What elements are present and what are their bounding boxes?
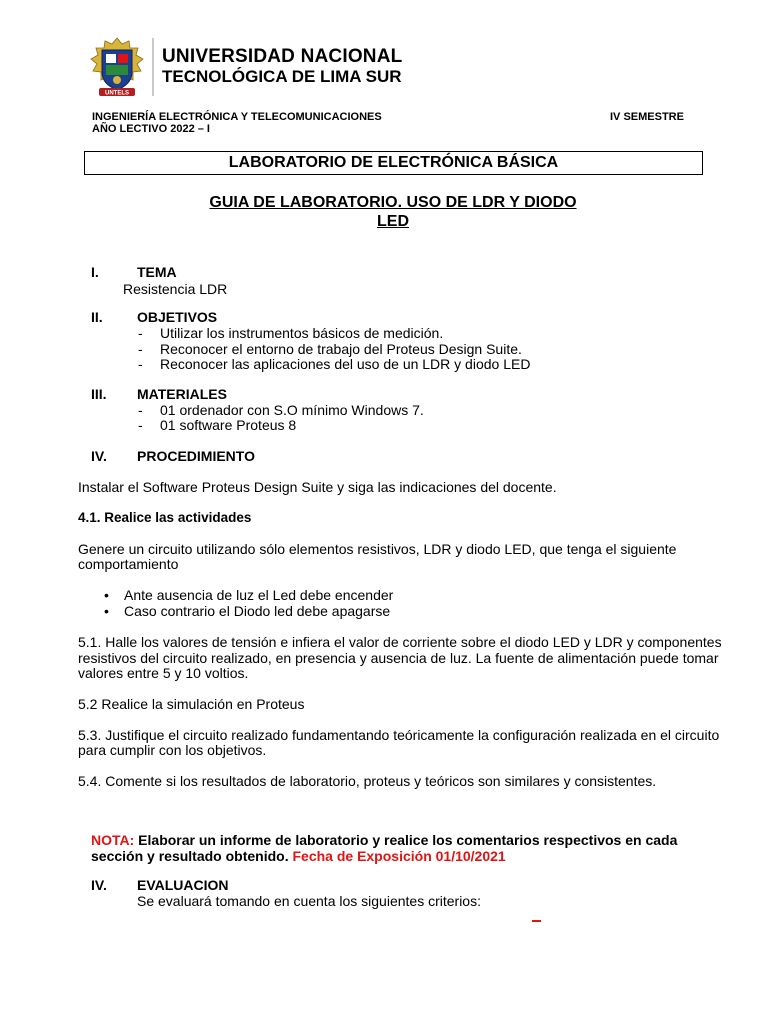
note-text-line2: sección y resultado obtenido.	[91, 848, 289, 864]
section-title-procedimiento: PROCEDIMIENTO	[137, 448, 255, 464]
activities-heading: 4.1. Realice las actividades	[78, 510, 252, 525]
section-title-tema: TEMA	[137, 264, 177, 280]
university-name-line1: UNIVERSIDAD NACIONAL	[162, 46, 403, 67]
semester: IV SEMESTRE	[610, 111, 684, 123]
step-5-1-line1: 5.1. Halle los valores de tensión e infiera el valor de corriente sobre el diodo LED y LDR y componentes	[78, 634, 722, 650]
lab-title: LABORATORIO DE ELECTRÓNICA BÁSICA	[228, 154, 559, 171]
material-item: 01 software Proteus 8	[160, 417, 297, 433]
section-title-materiales: MATERIALES	[137, 386, 227, 402]
step-5-4: 5.4. Comente si los resultados de laboratorio, proteus y teóricos son similares y consistentes.	[78, 773, 657, 789]
circuit-instruction-line2: comportamiento	[78, 556, 179, 572]
section-number-procedimiento: IV.	[91, 448, 107, 464]
lab-title-box	[84, 151, 703, 175]
red-underline-mark	[532, 920, 541, 922]
guide-title-line2: LED	[377, 213, 409, 230]
note-text-line1: Elaborar un informe de laboratorio y realice los comentarios respectivos en cada	[134, 832, 678, 848]
university-name-line2: TECNOLÓGICA DE LIMA SUR	[162, 67, 402, 86]
section-title-objetivos: OBJETIVOS	[137, 309, 218, 325]
header-divider	[152, 38, 154, 96]
install-instruction: Instalar el Software Proteus Design Suite y siga las indicaciones del docente.	[78, 479, 557, 495]
step-5-1-line3: valores entre 5 y 10 voltios.	[78, 665, 249, 681]
step-5-1-line2: resistivos del circuito realizado, en presencia y ausencia de luz. La fuente de alimentación puede tomar	[78, 650, 719, 666]
objective-item: Reconocer las aplicaciones del uso de un LDR y diodo LED	[160, 356, 531, 372]
step-5-3-line1: 5.3. Justifique el circuito realizado fundamentando teóricamente la configuración realizada en el circuito	[78, 727, 720, 743]
list-dash: -	[138, 341, 143, 357]
bullet-icon: •	[104, 587, 109, 603]
material-item: 01 ordenador con S.O mínimo Windows 7.	[160, 402, 424, 418]
university-crest-logo	[88, 36, 146, 98]
objective-item: Utilizar los instrumentos básicos de medición.	[160, 325, 444, 341]
section-number-materiales: III.	[91, 386, 107, 402]
evaluacion-text: Se evaluará tomando en cuenta los siguientes criterios:	[137, 893, 481, 909]
section-number-objetivos: II.	[91, 309, 103, 325]
note-label: NOTA:	[91, 832, 135, 848]
circuit-instruction-line1: Genere un circuito utilizando sólo elementos resistivos, LDR y diodo LED, que tenga el siguiente	[78, 541, 677, 557]
list-dash: -	[138, 402, 143, 418]
tema-text: Resistencia LDR	[123, 281, 228, 297]
note-line1	[91, 832, 677, 848]
guide-title-line1: GUIA DE LABORATORIO. USO DE LDR Y DIODO	[209, 194, 577, 211]
behavior-bullet: Caso contrario el Diodo led debe apagarse	[124, 603, 391, 619]
logo-text: UNTELS	[105, 90, 129, 97]
note-line2	[91, 848, 506, 864]
note-date: Fecha de Exposición 01/10/2021	[288, 848, 506, 864]
list-dash: -	[138, 325, 143, 341]
list-dash: -	[138, 356, 143, 372]
department-name: INGENIERÍA ELECTRÓNICA Y TELECOMUNICACIONES	[92, 111, 382, 123]
objective-item: Reconocer el entorno de trabajo del Proteus Design Suite.	[160, 341, 522, 357]
bullet-icon: •	[104, 603, 109, 619]
step-5-2: 5.2 Realice la simulación en Proteus	[78, 696, 305, 712]
step-5-3-line2: para cumplir con los objetivos.	[78, 742, 267, 758]
section-number-evaluacion: IV.	[91, 877, 107, 893]
behavior-bullet: Ante ausencia de luz el Led debe encender	[124, 587, 394, 603]
section-title-evaluacion: EVALUACION	[137, 877, 229, 893]
section-number-tema: I.	[91, 264, 99, 280]
list-dash: -	[138, 417, 143, 433]
academic-year: AÑO LECTIVO 2022 – I	[92, 123, 210, 135]
